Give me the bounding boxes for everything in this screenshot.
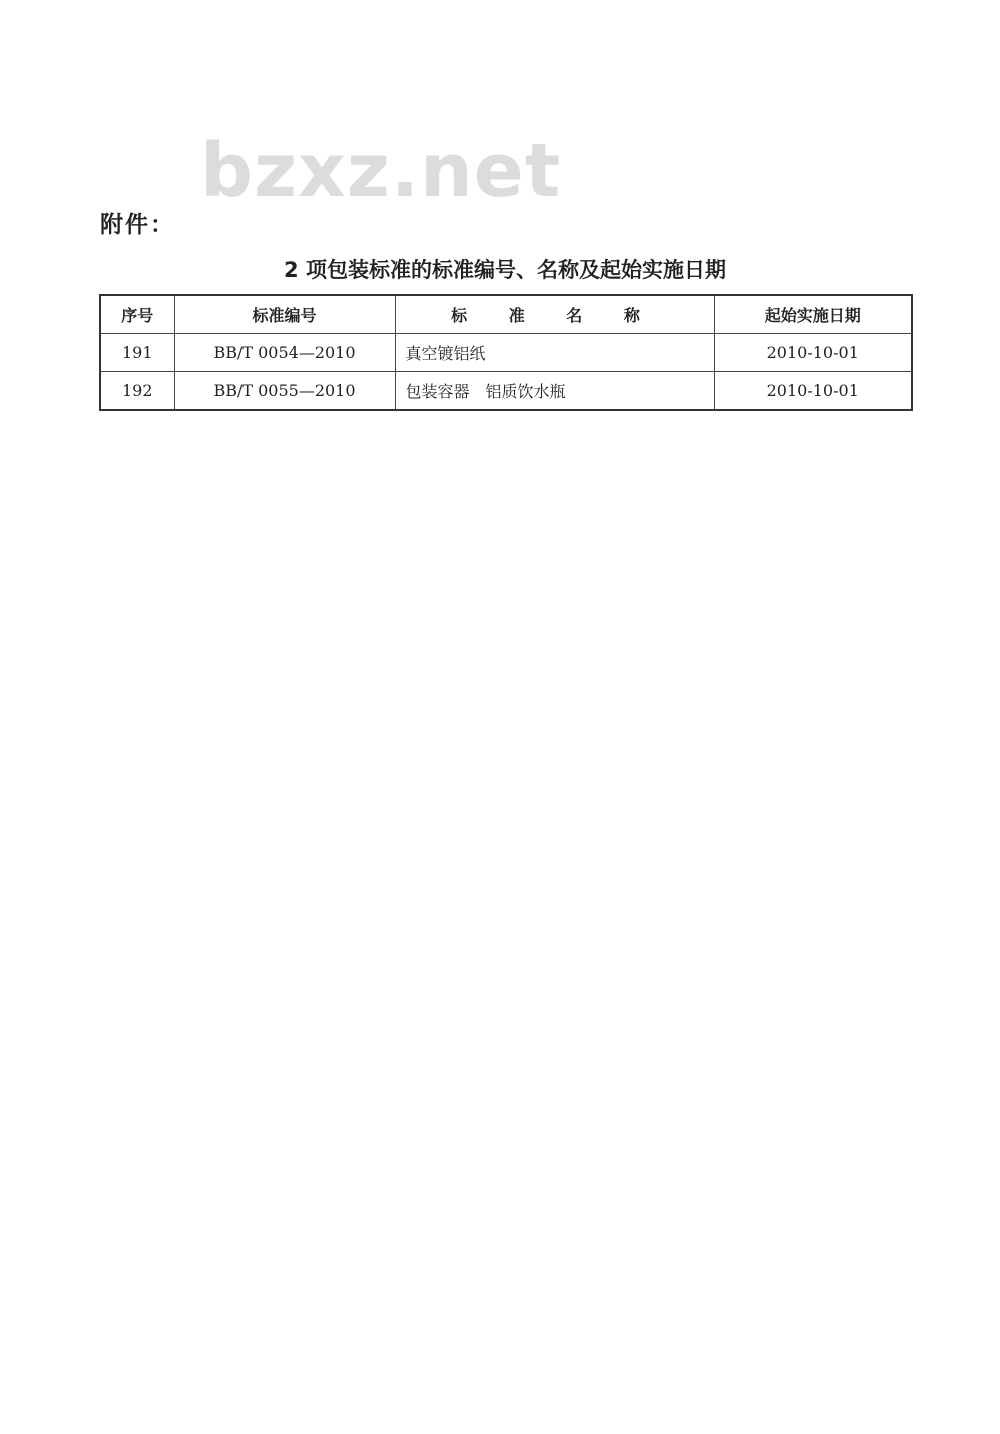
table-header-row xyxy=(100,295,912,334)
cell-effective-date: 2010-10-01 xyxy=(714,372,912,411)
header-serial-number: 序号 xyxy=(100,295,174,334)
header-effective-date: 起始实施日期 xyxy=(714,295,912,334)
attachment-label: 附件： xyxy=(100,212,175,238)
standards-table xyxy=(99,294,913,411)
cell-standard-code: BB/T 0055—2010 xyxy=(174,372,395,411)
header-standard-code: 标准编号 xyxy=(174,295,395,334)
cell-effective-date: 2010-10-01 xyxy=(714,334,912,372)
document-title: 2 项包装标准的标准编号、名称及起始实施日期 xyxy=(284,258,726,282)
cell-standard-code: BB/T 0054—2010 xyxy=(174,334,395,372)
table-row xyxy=(100,372,912,411)
header-standard-name: 标 准 名 称 xyxy=(395,295,714,334)
table-row xyxy=(100,334,912,372)
cell-standard-name: 包装容器 铝质饮水瓶 xyxy=(395,372,714,411)
cell-standard-name: 真空镀铝纸 xyxy=(395,334,714,372)
cell-serial-number: 192 xyxy=(100,372,174,411)
cell-serial-number: 191 xyxy=(100,334,174,372)
watermark: bzxz.net xyxy=(200,128,562,214)
